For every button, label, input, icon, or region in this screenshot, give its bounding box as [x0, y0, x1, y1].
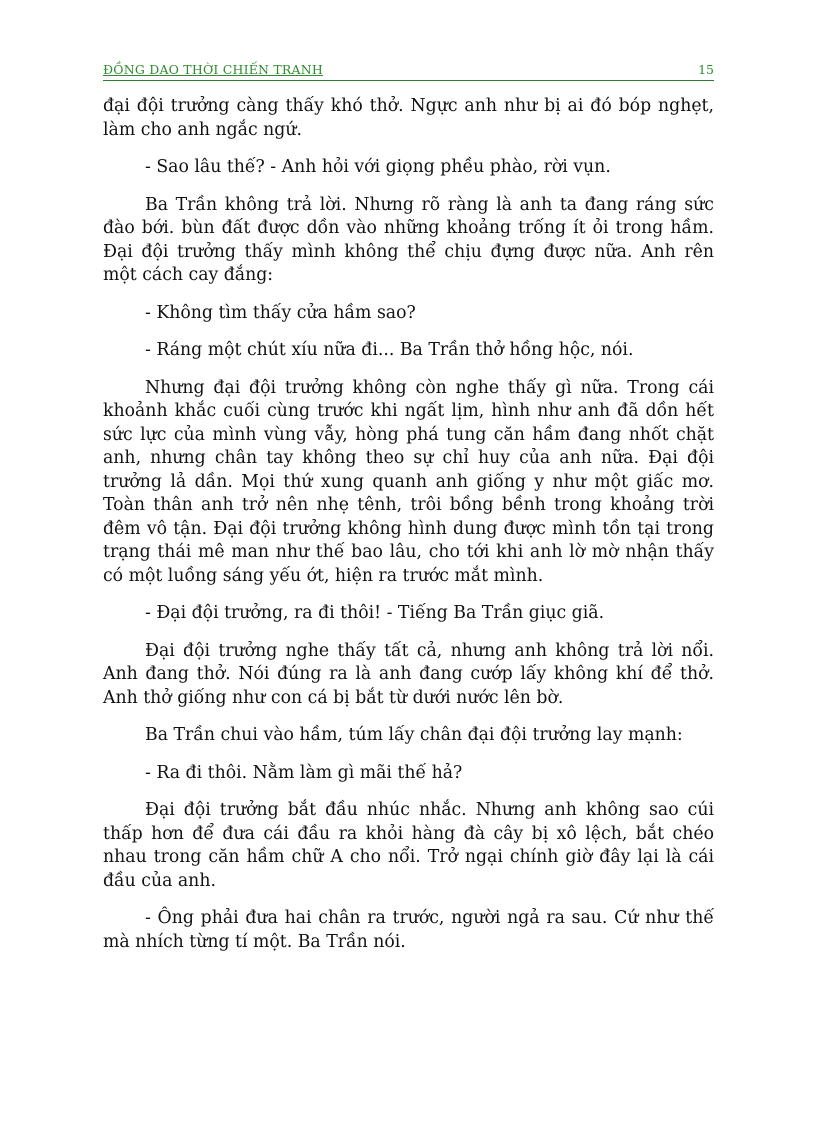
paragraph: - Đại đội trưởng, ra đi thôi! - Tiếng Ba Trần giục giã.	[145, 603, 605, 623]
paragraph: - Ra đi thôi. Nằm làm gì mãi thế hả?	[145, 762, 463, 783]
paragraph: - Không tìm thấy cửa hầm sao?	[145, 302, 416, 323]
paragraph: Nhưng đại đội trưởng không còn nghe thấy gì nữa. Trong cái khoảnh khắc cuối cùng trước khi ngất lịm, hình như anh đã dồn hết sức lực của mình vùng vẫy, hòng phá tung căn hầm đang nhốt chặt anh, nhưng chân tay không theo sự chỉ huy của anh nữa. Đại đội trưởng lả dần. Mọi thứ xung quanh anh giống y như một giấc mơ. Toàn thân anh trở nên nhẹ tênh, trôi bồng bềnh trong khoảng trời đêm vô tận. Đại đội trưởng không hình dung được mình tồn tại trong trạng thái mê man như thế bao lâu, cho tới khi anh lờ mờ nhận thấy có một luồng sáng yếu ớt, hiện ra trước mắt mình.	[103, 377, 714, 586]
page-number: 15	[698, 62, 714, 77]
book-title: ĐỒNG DAO THỜI CHIẾN TRANH	[103, 62, 323, 77]
paragraph: - Sao lâu thế? - Anh hỏi với giọng phều phào, rời vụn.	[145, 157, 611, 177]
paragraph: Ba Trần chui vào hầm, túm lấy chân đại đội trưởng lay mạnh:	[145, 725, 683, 745]
paragraph: Đại đội trưởng bắt đầu nhúc nhắc. Nhưng anh không sao cúi thấp hơn để đưa cái đầu ra khỏi hàng đà cây bị xô lệch, bắt chéo nhau trong căn hầm chữ A cho nổi. Trở ngại chính giờ đây lại là cái đầu của anh.	[103, 800, 714, 891]
paragraph: đại đội trưởng càng thấy khó thở. Ngực anh như bị ai đó bóp nghẹt, làm cho anh ngắc ngứ.	[103, 96, 714, 140]
paragraph: - Ông phải đưa hai chân ra trước, người ngả ra sau. Cứ như thế mà nhích từng tí một. Ba Trần nói.	[103, 908, 714, 952]
paragraph: Ba Trần không trả lời. Nhưng rõ ràng là anh ta đang ráng sức đào bới. bùn đất được dồn vào những khoảng trống ít ỏi trong hầm. Đại đội trưởng thấy mình không thể chịu đựng được nữa. Anh rên một cách cay đắng:	[103, 194, 714, 285]
paragraph: Đại đội trưởng nghe thấy tất cả, nhưng anh không trả lời nổi. Anh đang thở. Nói đúng ra là anh đang cướp lấy không khí để thở. Anh thở giống như con cá bị bắt từ dưới nước lên bờ.	[103, 640, 714, 708]
body-text	[103, 95, 714, 968]
paragraph: - Ráng một chút xíu nữa đi... Ba Trần thở hồng hộc, nói.	[145, 340, 634, 360]
running-header	[103, 60, 714, 81]
